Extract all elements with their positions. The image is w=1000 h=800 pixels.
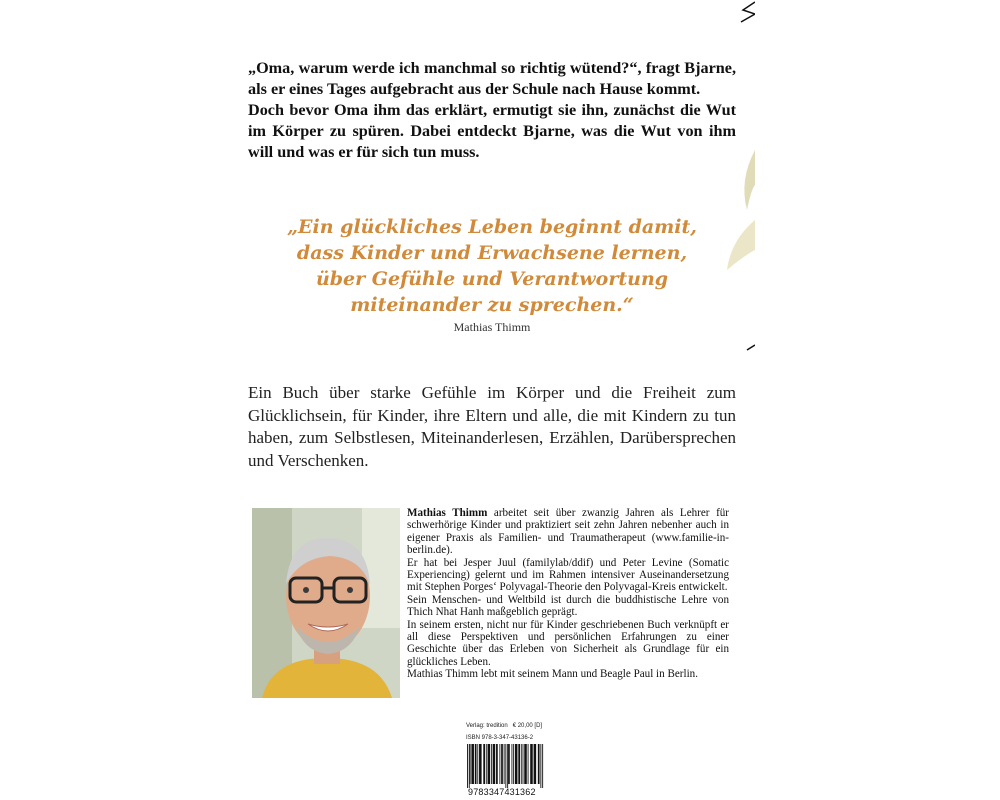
price-label: € 20,00 [D]: [512, 723, 543, 729]
quote-line-2: dass Kinder und Erwachsene lernen,: [296, 242, 688, 264]
bio-text-1: arbeitet seit über zwanzig Jahren als Lehrer für schwerhörige Kinder und praktiziert seit zehn Jahren nebenher auch in eigener Praxis als Familien- und Traumatherapeut (www.familie-in-berlin.de).: [407, 507, 730, 557]
barcode-guard-bar: [467, 744, 468, 788]
barcode-bar: [538, 744, 540, 784]
barcode-bar: [477, 744, 478, 784]
isbn-label: ISBN 978-3-347-43136-2: [466, 735, 534, 741]
author-portrait-illustration: [252, 508, 400, 698]
barcode-bar: [470, 744, 471, 784]
barcode-bar: [475, 744, 477, 784]
barcode-bar: [534, 744, 537, 784]
barcode-bar: [521, 744, 522, 784]
blurb-paragraph-1: „Oma, warum werde ich manchmal so richtig wütend?“, fragt Bjarne, als er eines Tages aufgebracht aus der Schule nach Hause kommt.: [248, 59, 736, 98]
bio-author-name: Mathias Thimm: [407, 507, 488, 519]
bio-paragraph-1: [407, 507, 729, 557]
bio-paragraph-3: Sein Menschen- und Weltbild ist durch die buddhistische Lehre von Thich Nhat Hanh maßgeblich geprägt.: [407, 593, 729, 619]
barcode-bar: [493, 744, 496, 784]
barcode-guard-bar: [507, 744, 508, 788]
publisher-label: Verlag: tredition: [466, 723, 508, 729]
decorative-plant-illustration: [725, 0, 755, 800]
author-photo: [252, 508, 400, 698]
barcode-guard-bar: [505, 744, 506, 788]
barcode-bar: [486, 744, 487, 784]
bio-paragraph-4: In seinem ersten, nicht nur für Kinder geschriebenen Buch verknüpft er all diese Perspektiven und persönlichen Erfahrungen zu einer Geschichte über das Erleben von Sicherheit als Grundlage für ein glückliches Leben.: [407, 618, 729, 668]
quote-line-3: über Gefühle und Verantwortung: [315, 268, 669, 290]
book-back-cover: [230, 0, 755, 800]
quote-line-1: „Ein glückliches Leben beginnt damit,: [287, 216, 697, 238]
barcode-bar: [513, 744, 514, 784]
barcode-bar: [512, 744, 513, 784]
quote-line-4: miteinander zu sprechen.“: [350, 294, 634, 316]
barcode-bar: [530, 744, 533, 784]
barcode-bar: [528, 744, 529, 784]
barcode-bar: [491, 744, 492, 784]
book-description: Ein Buch über starke Gefühle im Körper und die Freiheit zum Glücklichsein, für Kinder, ihre Eltern und alle, die mit Kindern zu tun haben, zum Selbstlesen, Miteinanderlesen, Erzählen, Darübersprechen und Verschenken.: [248, 383, 736, 470]
barcode-bar: [524, 744, 527, 784]
blurb-paragraph-2: Doch bevor Oma ihm das erklärt, ermutigt sie ihn, zunächst die Wut im Körper zu spüren. Dabei entdeckt Bjarne, was die Wut von ihm will und was er für sich tun muss.: [248, 101, 736, 161]
barcode-bar: [518, 744, 520, 784]
isbn-barcode: [466, 744, 548, 788]
barcode-digits: 9783347431362: [468, 787, 536, 797]
barcode-bar: [508, 744, 510, 784]
barcode-bar: [499, 744, 500, 784]
bio-paragraph-2: Er hat bei Jesper Juul (familylab/ddif) und Peter Levine (Somatic Experiencing) gelernt und im Rahmen intensiver Auseinandersetzung mit Stephen Porges‘ Polyvagal-Theorie den Polyvagal-Kreis entwickelt.: [407, 556, 729, 594]
quote-author: Mathias Thimm: [453, 320, 531, 334]
barcode-bar: [479, 744, 482, 784]
barcode-bar: [483, 744, 485, 784]
barcode-guard-bar: [540, 744, 541, 788]
barcode-bar: [496, 744, 498, 784]
barcode-bar: [504, 744, 505, 784]
barcode-bar: [488, 744, 491, 784]
author-bio: [407, 507, 729, 681]
barcode-bar: [501, 744, 503, 784]
bio-paragraph-5: Mathias Thimm lebt mit seinem Mann und Beagle Paul in Berlin.: [407, 668, 698, 681]
barcode-bar: [515, 744, 518, 784]
barcode-guard-bar: [469, 744, 470, 788]
barcode-bar: [523, 744, 524, 784]
blurb-text: [248, 58, 736, 163]
barcode-guard-bar: [542, 744, 543, 788]
imprint: [466, 722, 556, 730]
barcode-bar: [471, 744, 474, 784]
pull-quote: [248, 214, 736, 318]
